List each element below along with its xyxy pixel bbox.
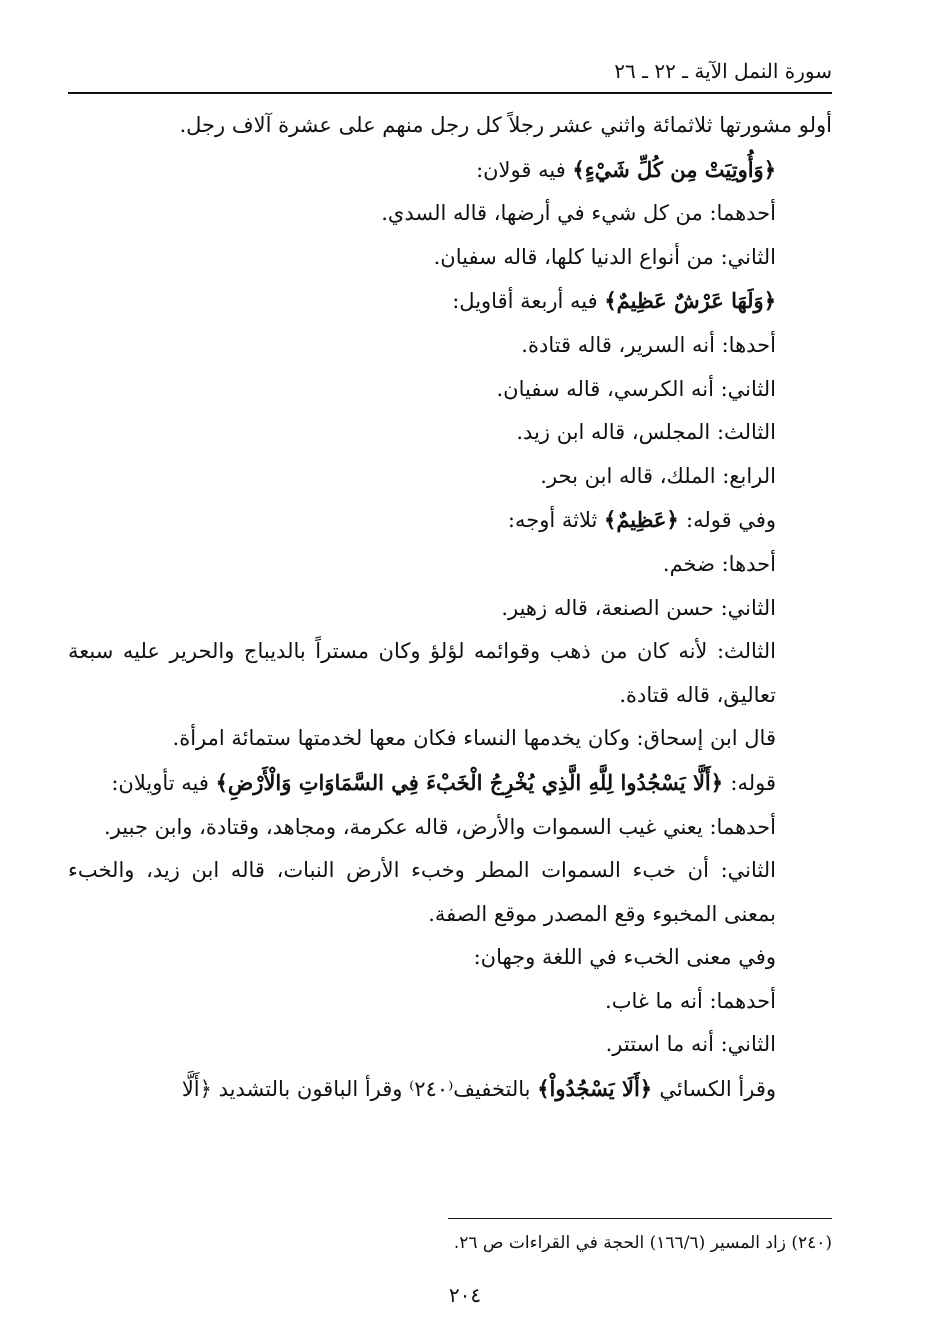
paragraph-text: أنه ما غاب.: [605, 988, 710, 1013]
footnote-rule: [448, 1218, 832, 1219]
paragraph-lead: أحدهما:: [709, 814, 776, 839]
paragraph-text: وكان يخدمها النساء فكان معها لخدمتها ستمائة امرأة.: [172, 726, 637, 751]
paragraph-lead: قوله:: [730, 770, 776, 795]
paragraph-text: فيه تأويلان:: [111, 770, 216, 795]
paragraph: [68, 104, 832, 148]
paragraph-lead: الثاني:: [720, 376, 776, 401]
paragraph-text: ثلاثة أوجه:: [507, 508, 605, 533]
paragraph-text: الملك، قاله ابن بحر.: [540, 463, 723, 488]
paragraph-text: أنه الكرسي، قاله سفيان.: [496, 376, 721, 401]
paragraph-text: يعني غيب السموات والأرض، قاله عكرمة، ومجاهد، وقتادة، وابن جبير.: [104, 814, 710, 839]
paragraph: [68, 236, 832, 280]
paragraph-text: لأنه كان من ذهب وقوائمه لؤلؤ وكان مستراً بالديباج والحرير عليه سبعة تعاليق، قاله قتادة.: [68, 639, 776, 707]
paragraph: [68, 717, 832, 761]
paragraph: [68, 1023, 832, 1067]
paragraph-text: أنه السرير، قاله قتادة.: [521, 332, 722, 357]
paragraph-lead: أحدهما:: [709, 988, 776, 1013]
paragraph-lead: قال ابن إسحاق:: [636, 726, 776, 751]
paragraph: [68, 630, 832, 717]
running-header: سورة النمل الآية ـ ٢٢ ـ ٢٦: [614, 59, 832, 83]
paragraph-lead: الثاني:: [720, 595, 776, 620]
paragraph-text: المجلس، قاله ابن زيد.: [516, 420, 717, 445]
paragraph-text: من كل شيء في أرضها، قاله السدي.: [381, 201, 710, 226]
paragraph-lead: الثاني:: [720, 1032, 776, 1057]
quran-verse: ﴿وَلَهَا عَرْشٌ عَظِيمٌ﴾: [604, 288, 776, 314]
footnote: (٢٤٠) زاد المسير (١٦٦/٦) الحجة في القراءات ص ٢٦.: [453, 1233, 832, 1253]
paragraph: [68, 543, 832, 587]
paragraph: [68, 148, 832, 193]
paragraph-text: بالتخفيف⁽٢٤٠⁾ وقرأ الباقون بالتشديد ﴿أَلَّا: [181, 1077, 538, 1102]
paragraph-lead: وقرأ الكسائي: [659, 1077, 776, 1102]
paragraph: [68, 411, 832, 455]
paragraph-text: من أنواع الدنيا كلها، قاله سفيان.: [433, 244, 721, 269]
paragraph: [68, 279, 832, 324]
header-rule: [68, 92, 832, 94]
paragraph: [68, 1067, 832, 1112]
paragraph-lead: وفي معنى الخبء في اللغة وجهان:: [473, 945, 776, 970]
paragraph-text: حسن الصنعة، قاله زهير.: [501, 595, 721, 620]
paragraph-lead: الثاني:: [720, 858, 776, 883]
paragraph-text: فيه قولان:: [476, 157, 573, 182]
paragraph-lead: أحدهما:: [709, 201, 776, 226]
paragraph-lead: أحدها:: [721, 551, 776, 576]
paragraph-text: أنه ما استتر.: [605, 1032, 721, 1057]
paragraph-text: أن خبء السموات المطر وخبء الأرض النبات، قاله ابن زيد، والخبء بمعنى المخبوء وقع المصدر موقع الصفة.: [68, 858, 776, 926]
paragraph: [68, 192, 832, 236]
paragraph: [68, 980, 832, 1024]
paragraph-text: ضخم.: [662, 551, 722, 576]
paragraph-lead: الثالث:: [716, 420, 776, 445]
paragraph: [68, 761, 832, 806]
paragraph-lead: الرابع:: [722, 463, 776, 488]
paragraph: [68, 936, 832, 980]
quran-verse: ﴿أَلَّا يَسْجُدُوا لِلَّهِ الَّذِي يُخْرِجُ الْخَبْءَ فِي السَّمَاوَاتِ وَالْأَرْضِ﴾: [215, 769, 731, 795]
paragraph: [68, 806, 832, 850]
paragraph: [68, 368, 832, 412]
paragraph-lead: الثالث:: [716, 639, 776, 664]
paragraph-text: فيه أربعة أقاويل:: [452, 289, 605, 314]
paragraph-lead: أحدها:: [721, 332, 776, 357]
paragraph: [68, 455, 832, 499]
paragraph: [68, 587, 832, 631]
body-text: [68, 104, 832, 1112]
paragraph-lead: وفي قوله:: [686, 508, 776, 533]
paragraph: [68, 849, 832, 936]
paragraph-text: أولو مشورتها ثلاثمائة واثني عشر رجلاً كل رجل منهم على عشرة آلاف رجل.: [179, 113, 832, 137]
paragraph: [68, 324, 832, 368]
paragraph-lead: الثاني:: [720, 244, 776, 269]
quran-verse: ﴿وَأُوتِيَتْ مِن كُلِّ شَيْءٍ﴾: [572, 156, 776, 182]
quran-verse: ﴿أَلَا يَسْجُدُواْ﴾: [537, 1076, 660, 1102]
quran-verse: ﴿عَظِيمٌ﴾: [604, 507, 687, 533]
paragraph: [68, 498, 832, 543]
page-number: ٢٠٤: [448, 1283, 482, 1307]
